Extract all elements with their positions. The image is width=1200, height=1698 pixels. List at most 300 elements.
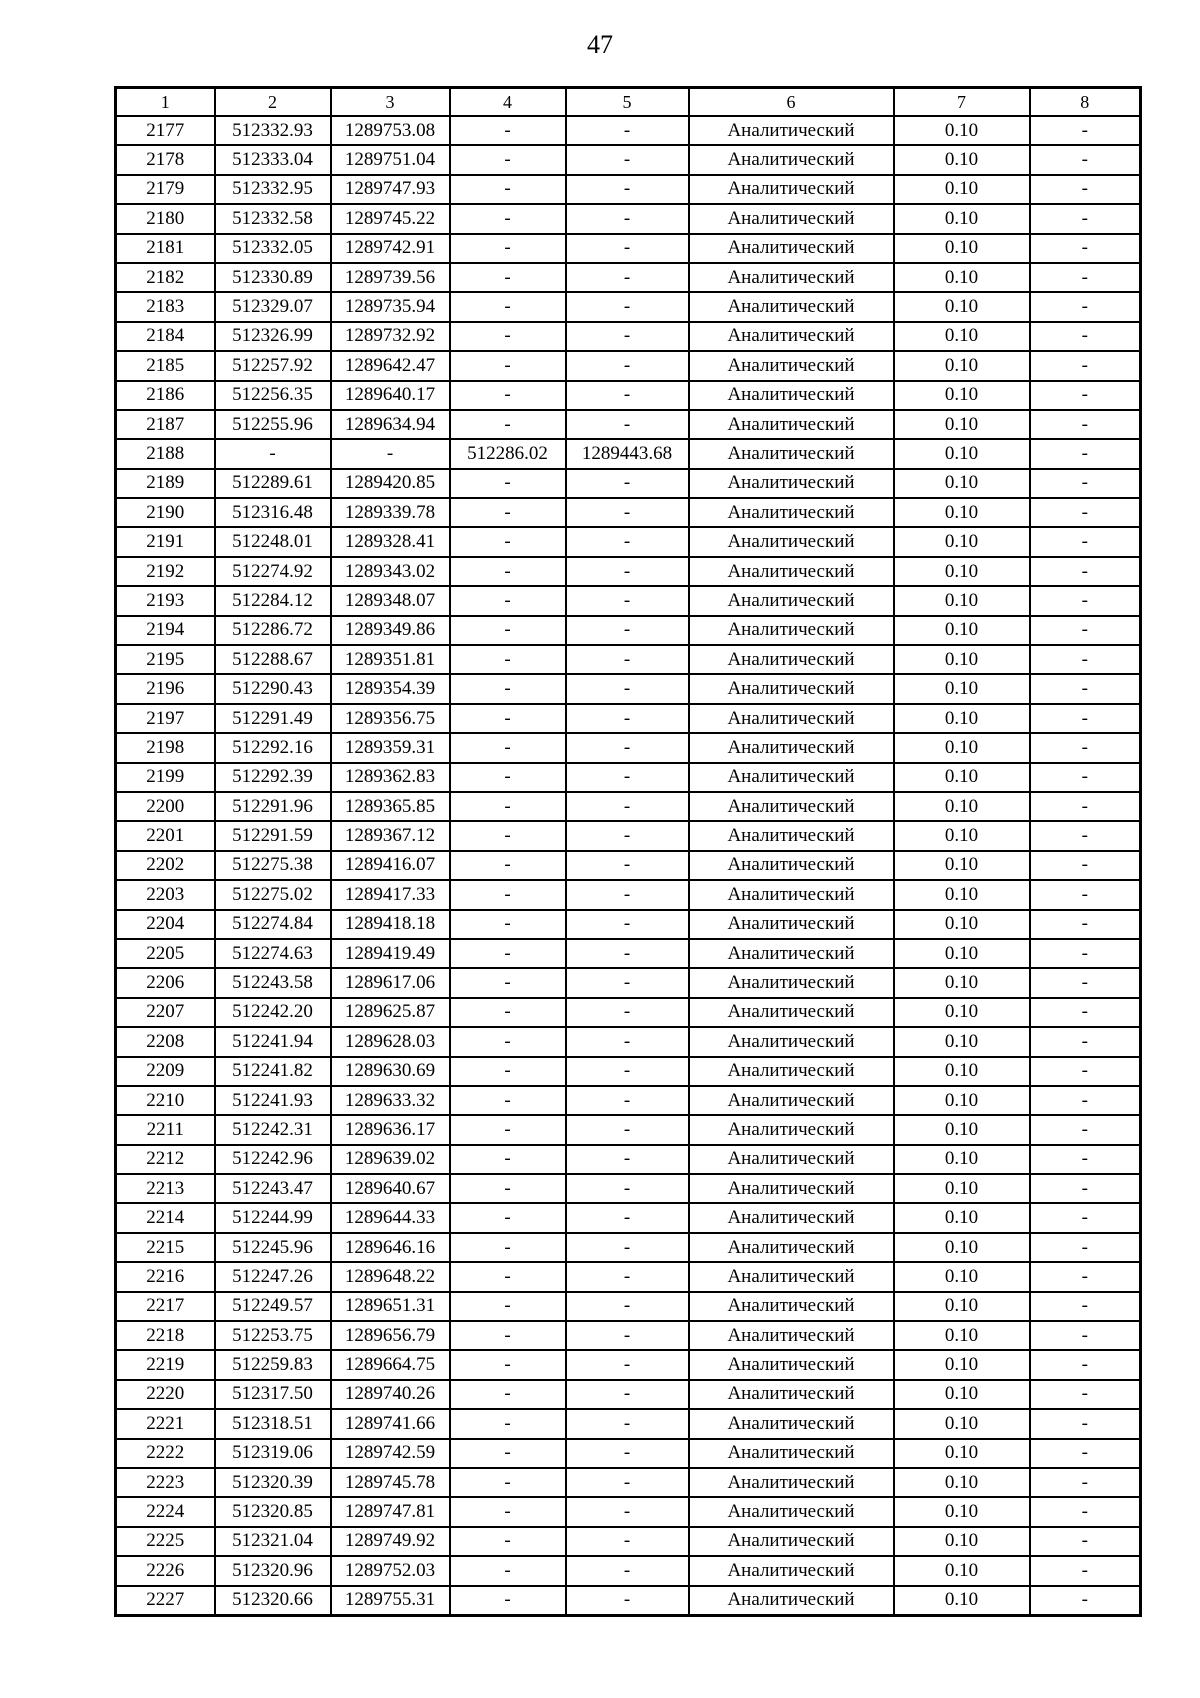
table-cell: - [450, 1203, 566, 1232]
table-row [116, 1497, 1141, 1526]
table-cell: 512320.96 [215, 1556, 331, 1585]
table-cell: 2182 [116, 263, 215, 292]
table-cell: - [1030, 1439, 1141, 1468]
table-row [116, 1233, 1141, 1262]
table-cell: 512245.96 [215, 1233, 331, 1262]
table-cell: 1289365.85 [331, 792, 450, 821]
table-cell: - [566, 763, 689, 792]
table-cell: 512292.39 [215, 763, 331, 792]
table-cell: - [1030, 116, 1141, 145]
table-cell: - [566, 1586, 689, 1616]
table-cell: - [1030, 968, 1141, 997]
table-cell: 1289416.07 [331, 851, 450, 880]
table-cell: - [1030, 1468, 1141, 1497]
table-cell: Аналитический [689, 1262, 894, 1291]
table-cell: Аналитический [689, 1586, 894, 1616]
table-cell: - [566, 116, 689, 145]
table-cell: 1289343.02 [331, 557, 450, 586]
table-row [116, 1380, 1141, 1409]
table-cell: - [1030, 498, 1141, 527]
table-cell: 2206 [116, 968, 215, 997]
table-cell: - [450, 674, 566, 703]
table-row [116, 469, 1141, 498]
table-cell: 2198 [116, 733, 215, 762]
table-cell: 512286.72 [215, 616, 331, 645]
table-cell: 1289418.18 [331, 910, 450, 939]
table-cell: 0.10 [894, 1262, 1030, 1291]
table-cell: 0.10 [894, 381, 1030, 410]
table-cell: - [566, 851, 689, 880]
table-cell: - [566, 704, 689, 733]
table-cell: Аналитический [689, 439, 894, 468]
table-cell: Аналитический [689, 939, 894, 968]
table-cell: - [566, 351, 689, 380]
table-cell: 512257.92 [215, 351, 331, 380]
table-cell: 512319.06 [215, 1439, 331, 1468]
table-cell: 512243.47 [215, 1174, 331, 1203]
table-cell: Аналитический [689, 1409, 894, 1438]
table-cell: 1289639.02 [331, 1145, 450, 1174]
table-cell: 2186 [116, 381, 215, 410]
table-cell: 1289735.94 [331, 292, 450, 321]
table-cell: 2221 [116, 1409, 215, 1438]
table-cell: 0.10 [894, 998, 1030, 1027]
table-cell: 2216 [116, 1262, 215, 1291]
table-row [116, 616, 1141, 645]
table-cell: - [450, 939, 566, 968]
table-cell: 2207 [116, 998, 215, 1027]
table-cell: - [1030, 322, 1141, 351]
table-cell: 512318.51 [215, 1409, 331, 1438]
coordinates-table [114, 86, 1142, 1617]
table-cell: 0.10 [894, 1203, 1030, 1232]
table-cell: Аналитический [689, 645, 894, 674]
table-cell: Аналитический [689, 821, 894, 850]
table-row [116, 351, 1141, 380]
table-cell: - [450, 469, 566, 498]
table-cell: 2209 [116, 1057, 215, 1086]
table-cell: - [1030, 263, 1141, 292]
table-cell: 0.10 [894, 557, 1030, 586]
table-cell: Аналитический [689, 322, 894, 351]
table-row [116, 439, 1141, 468]
table-cell: - [566, 381, 689, 410]
table-cell: 0.10 [894, 1174, 1030, 1203]
table-cell: Аналитический [689, 704, 894, 733]
table-cell: - [1030, 469, 1141, 498]
table-cell: 2180 [116, 204, 215, 233]
table-cell: - [450, 145, 566, 174]
table-row [116, 322, 1141, 351]
table-cell: 0.10 [894, 1350, 1030, 1379]
table-cell: - [450, 968, 566, 997]
table-cell: - [450, 1380, 566, 1409]
table-cell: 2225 [116, 1527, 215, 1556]
table-cell: 1289443.68 [566, 439, 689, 468]
table-cell: 512321.04 [215, 1527, 331, 1556]
table-cell: - [566, 1057, 689, 1086]
table-cell: - [450, 175, 566, 204]
table-cell: - [1030, 175, 1141, 204]
table-cell: 2204 [116, 910, 215, 939]
table-cell: - [566, 1380, 689, 1409]
table-cell: 1289646.16 [331, 1233, 450, 1262]
table-cell: - [566, 1086, 689, 1115]
table-cell: - [1030, 1556, 1141, 1585]
table-cell: 0.10 [894, 1115, 1030, 1144]
table-cell: 0.10 [894, 1556, 1030, 1585]
table-cell: - [450, 1497, 566, 1526]
table-cell: 1289362.83 [331, 763, 450, 792]
table-cell: 0.10 [894, 322, 1030, 351]
table-cell: Аналитический [689, 1115, 894, 1144]
table-cell: - [450, 116, 566, 145]
table-cell: 2200 [116, 792, 215, 821]
table-row [116, 1321, 1141, 1350]
table-cell: - [1030, 1145, 1141, 1174]
table-cell: 2194 [116, 616, 215, 645]
table-cell: Аналитический [689, 469, 894, 498]
table-cell: 512333.04 [215, 145, 331, 174]
table-cell: 1289348.07 [331, 586, 450, 615]
table-cell: - [566, 1203, 689, 1232]
table-cell: - [450, 1057, 566, 1086]
table-cell: - [450, 204, 566, 233]
table-cell: - [450, 645, 566, 674]
table-cell: - [1030, 821, 1141, 850]
table-cell: 0.10 [894, 1468, 1030, 1497]
column-header: 4 [450, 88, 566, 117]
table-cell: - [450, 1233, 566, 1262]
table-cell: Аналитический [689, 880, 894, 909]
table-cell: 0.10 [894, 763, 1030, 792]
table-cell: - [450, 821, 566, 850]
table-cell: 2222 [116, 1439, 215, 1468]
table-cell: 0.10 [894, 1527, 1030, 1556]
table-cell: 2197 [116, 704, 215, 733]
table-cell: 512259.83 [215, 1350, 331, 1379]
table-row [116, 234, 1141, 263]
table-cell: 2187 [116, 410, 215, 439]
table-cell: 0.10 [894, 175, 1030, 204]
table-cell: 1289755.31 [331, 1586, 450, 1616]
table-cell: 0.10 [894, 234, 1030, 263]
table-cell: 1289356.75 [331, 704, 450, 733]
table-cell: - [566, 1468, 689, 1497]
table-cell: 2192 [116, 557, 215, 586]
table-cell: 1289745.78 [331, 1468, 450, 1497]
table-cell: 0.10 [894, 1497, 1030, 1526]
table-cell: 1289640.17 [331, 381, 450, 410]
table-row [116, 1115, 1141, 1144]
table-cell: Аналитический [689, 116, 894, 145]
table-cell: Аналитический [689, 1203, 894, 1232]
table-row [116, 645, 1141, 674]
table-cell: Аналитический [689, 1027, 894, 1056]
table-cell: 0.10 [894, 1409, 1030, 1438]
table-cell: 512290.43 [215, 674, 331, 703]
table-cell: 1289742.59 [331, 1439, 450, 1468]
table-cell: Аналитический [689, 763, 894, 792]
table-cell: - [450, 704, 566, 733]
table-cell: 2178 [116, 145, 215, 174]
table-cell: 512288.67 [215, 645, 331, 674]
table-cell: Аналитический [689, 733, 894, 762]
table-cell: Аналитический [689, 910, 894, 939]
table-cell: 0.10 [894, 498, 1030, 527]
table-cell: 512320.39 [215, 1468, 331, 1497]
table-cell: Аналитический [689, 851, 894, 880]
table-body [116, 116, 1141, 1615]
table-row [116, 1527, 1141, 1556]
table-cell: Аналитический [689, 1468, 894, 1497]
table-cell: 1289732.92 [331, 322, 450, 351]
table-cell: - [1030, 1321, 1141, 1350]
table-cell: 512284.12 [215, 586, 331, 615]
table-cell: Аналитический [689, 586, 894, 615]
table-cell: 2199 [116, 763, 215, 792]
table-cell: - [1030, 998, 1141, 1027]
table-cell: 512291.96 [215, 792, 331, 821]
table-cell: - [1030, 145, 1141, 174]
table-cell: 2214 [116, 1203, 215, 1232]
table-cell: 512317.50 [215, 1380, 331, 1409]
table-cell: - [450, 763, 566, 792]
table-cell: 0.10 [894, 1380, 1030, 1409]
table-cell: Аналитический [689, 292, 894, 321]
table-cell: 2224 [116, 1497, 215, 1526]
table-row [116, 704, 1141, 733]
table-cell: - [566, 674, 689, 703]
table-cell: 1289749.92 [331, 1527, 450, 1556]
table-cell: - [1030, 763, 1141, 792]
table-cell: Аналитический [689, 1057, 894, 1086]
table-row [116, 1057, 1141, 1086]
table-cell: 2189 [116, 469, 215, 498]
table-cell: - [215, 439, 331, 468]
table-cell: 1289752.03 [331, 1556, 450, 1585]
table-row [116, 410, 1141, 439]
table-cell: - [450, 1292, 566, 1321]
table-cell: 2218 [116, 1321, 215, 1350]
table-cell: 1289640.67 [331, 1174, 450, 1203]
table-cell: Аналитический [689, 1380, 894, 1409]
table-cell: Аналитический [689, 998, 894, 1027]
table-cell: - [566, 175, 689, 204]
table-cell: 1289617.06 [331, 968, 450, 997]
table-cell: - [566, 410, 689, 439]
table-cell: - [566, 910, 689, 939]
table-cell: 512241.82 [215, 1057, 331, 1086]
table-cell: - [1030, 381, 1141, 410]
table-cell: - [566, 1321, 689, 1350]
table-cell: - [1030, 1174, 1141, 1203]
table-cell: - [450, 557, 566, 586]
table-cell: - [1030, 1497, 1141, 1526]
table-cell: 0.10 [894, 792, 1030, 821]
table-cell: - [450, 1409, 566, 1438]
table-cell: 0.10 [894, 1057, 1030, 1086]
table-row [116, 763, 1141, 792]
table-cell: - [566, 292, 689, 321]
table-cell: 512275.02 [215, 880, 331, 909]
table-cell: 0.10 [894, 910, 1030, 939]
table-cell: - [1030, 410, 1141, 439]
table-cell: - [1030, 939, 1141, 968]
table-cell: 0.10 [894, 469, 1030, 498]
table-cell: - [450, 410, 566, 439]
table-cell: 512316.48 [215, 498, 331, 527]
table-cell: 2211 [116, 1115, 215, 1144]
table-cell: 512247.26 [215, 1262, 331, 1291]
table-cell: - [566, 498, 689, 527]
table-cell: 2185 [116, 351, 215, 380]
table-cell: 2213 [116, 1174, 215, 1203]
table-cell: - [450, 1174, 566, 1203]
table-cell: - [566, 1497, 689, 1526]
table-cell: 1289339.78 [331, 498, 450, 527]
table-cell: - [1030, 645, 1141, 674]
table-cell: 1289651.31 [331, 1292, 450, 1321]
table-cell: - [566, 1409, 689, 1438]
table-cell: Аналитический [689, 1439, 894, 1468]
table-row [116, 498, 1141, 527]
table-cell: 1289642.47 [331, 351, 450, 380]
table-cell: Аналитический [689, 381, 894, 410]
table-cell: 1289359.31 [331, 733, 450, 762]
column-header: 2 [215, 88, 331, 117]
table-cell: - [450, 733, 566, 762]
table-row [116, 557, 1141, 586]
table-cell: 512256.35 [215, 381, 331, 410]
table-cell: 512248.01 [215, 527, 331, 556]
table-cell: Аналитический [689, 792, 894, 821]
table-cell: - [566, 998, 689, 1027]
table-cell: 1289625.87 [331, 998, 450, 1027]
table-cell: - [450, 351, 566, 380]
table-cell: - [450, 880, 566, 909]
column-header: 6 [689, 88, 894, 117]
table-cell: Аналитический [689, 557, 894, 586]
table-cell: - [566, 1556, 689, 1585]
table-cell: Аналитический [689, 527, 894, 556]
table-row [116, 1174, 1141, 1203]
table-cell: 1289753.08 [331, 116, 450, 145]
table-cell: Аналитический [689, 1086, 894, 1115]
table-cell: - [566, 821, 689, 850]
table-cell: - [566, 1527, 689, 1556]
table-cell: 512275.38 [215, 851, 331, 880]
table-cell: 512332.05 [215, 234, 331, 263]
table-cell: 512243.58 [215, 968, 331, 997]
table-cell: - [1030, 586, 1141, 615]
table-cell: - [450, 1321, 566, 1350]
table-cell: 1289419.49 [331, 939, 450, 968]
table-cell: 2205 [116, 939, 215, 968]
table-cell: 0.10 [894, 851, 1030, 880]
table-cell: - [1030, 1350, 1141, 1379]
table-cell: - [1030, 1203, 1141, 1232]
table-cell: - [566, 1027, 689, 1056]
table-cell: - [1030, 1233, 1141, 1262]
table-cell: 512291.59 [215, 821, 331, 850]
table-row [116, 204, 1141, 233]
table-cell: 2203 [116, 880, 215, 909]
table-cell: 0.10 [894, 968, 1030, 997]
table-cell: 512241.94 [215, 1027, 331, 1056]
table-cell: 2188 [116, 439, 215, 468]
table-cell: 2195 [116, 645, 215, 674]
table-cell: 0.10 [894, 292, 1030, 321]
table-cell: - [1030, 1380, 1141, 1409]
table-cell: 1289747.81 [331, 1497, 450, 1526]
table-cell: 0.10 [894, 616, 1030, 645]
table-row [116, 968, 1141, 997]
table-cell: - [566, 1262, 689, 1291]
table-cell: 0.10 [894, 116, 1030, 145]
table-cell: 1289656.79 [331, 1321, 450, 1350]
table-cell: 512332.93 [215, 116, 331, 145]
table-cell: 0.10 [894, 1233, 1030, 1262]
table-cell: 0.10 [894, 1145, 1030, 1174]
table-cell: - [1030, 1262, 1141, 1291]
table-cell: 0.10 [894, 1321, 1030, 1350]
table-cell: Аналитический [689, 1527, 894, 1556]
table-cell: 2212 [116, 1145, 215, 1174]
table-row [116, 263, 1141, 292]
table-cell: - [450, 322, 566, 351]
table-cell: 512329.07 [215, 292, 331, 321]
table-cell: 0.10 [894, 704, 1030, 733]
table-cell: - [566, 204, 689, 233]
table-cell: - [566, 469, 689, 498]
table-cell: 1289636.17 [331, 1115, 450, 1144]
table-cell: - [450, 998, 566, 1027]
table-cell: - [1030, 880, 1141, 909]
table-row [116, 527, 1141, 556]
table-cell: Аналитический [689, 410, 894, 439]
table-row [116, 1086, 1141, 1115]
table-cell: - [566, 1439, 689, 1468]
table-cell: - [450, 1027, 566, 1056]
table-cell: 2193 [116, 586, 215, 615]
table-cell: - [566, 234, 689, 263]
table-cell: - [450, 1468, 566, 1497]
table-cell: 512286.02 [450, 439, 566, 468]
table-cell: 0.10 [894, 586, 1030, 615]
table-cell: - [450, 1527, 566, 1556]
table-cell: 512253.75 [215, 1321, 331, 1350]
table-cell: - [1030, 1586, 1141, 1616]
table-cell: Аналитический [689, 175, 894, 204]
table-cell: 1289417.33 [331, 880, 450, 909]
table-cell: - [1030, 1057, 1141, 1086]
table-row [116, 910, 1141, 939]
table-cell: 512332.95 [215, 175, 331, 204]
table-cell: Аналитический [689, 1350, 894, 1379]
table-cell: 1289630.69 [331, 1057, 450, 1086]
column-header: 1 [116, 88, 215, 117]
table-cell: 2196 [116, 674, 215, 703]
table-cell: 2208 [116, 1027, 215, 1056]
table-cell: - [566, 557, 689, 586]
table-cell: - [1030, 792, 1141, 821]
table-row [116, 292, 1141, 321]
table-cell: 2184 [116, 322, 215, 351]
table-cell: 0.10 [894, 1292, 1030, 1321]
table-cell: - [450, 586, 566, 615]
table-cell: 1289745.22 [331, 204, 450, 233]
